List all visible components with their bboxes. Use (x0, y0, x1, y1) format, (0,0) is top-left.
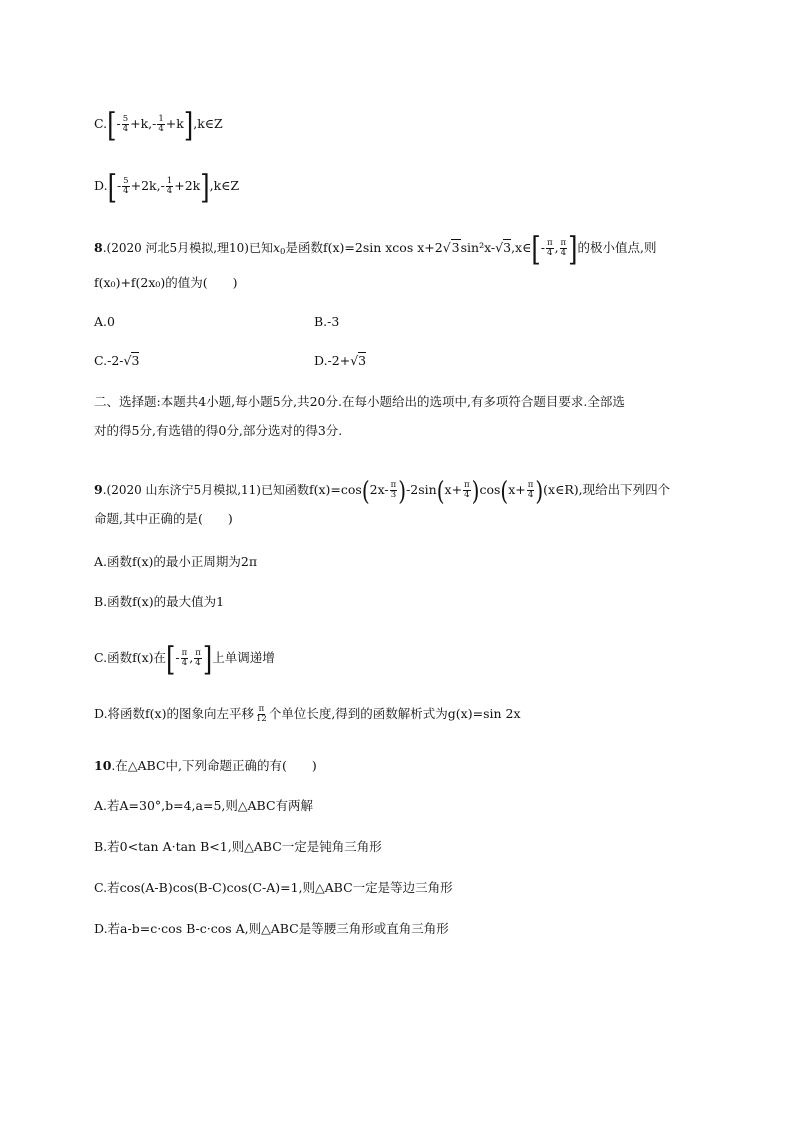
q8-stem-line2: f(x₀)+f(2x₀)的值为( ) (94, 275, 238, 290)
right-paren: ) (471, 474, 480, 507)
q8-option-a: A.0 (94, 314, 115, 329)
q10-option-d: D.若a-b=c·cos B-c·cos A,则△ABC是等腰三角形或直角三角形 (94, 921, 449, 936)
left-bracket: [ (107, 105, 117, 144)
left-bracket: [ (531, 229, 541, 268)
left-paren: ( (500, 474, 509, 507)
q10-stem: 10.在△ABC中,下列命题正确的有( ) (94, 758, 317, 773)
q8-option-c: C.-2-√3 (94, 353, 140, 368)
fraction: $\frac{1}{4}$ (166, 176, 173, 196)
right-bracket: ] (183, 105, 194, 144)
q10-option-c: C.若cos(A-B)cos(B-C)cos(C-A)=1,则△ABC一定是等边三角形 (94, 880, 453, 895)
fraction: $\frac{5}{4}$ (122, 114, 129, 134)
right-bracket: ] (568, 229, 578, 268)
right-bracket: ] (202, 639, 213, 678)
right-bracket: ] (200, 167, 210, 206)
fraction: $\frac{\pi}{4}$ (527, 480, 534, 500)
q7-option-d: D.[- $\frac{5}{4}$ +2k,- $\frac{1}{4}$ +2k],k∈Z (94, 167, 240, 206)
q8-option-b: B.-3 (314, 314, 340, 329)
fraction: $\frac{1}{4}$ (158, 114, 164, 134)
fraction: $\frac{\pi}{12}$ (255, 704, 267, 724)
q9-stem: 9.(2020 山东济宁5月模拟,11)已知函数f(x)=cos(2x- $\frac{\pi}{3}$ )-2sin(x+ $\frac{\pi}{4}$ )cos(x+ $\frac{\pi}{4}$ )(x∈R),现给出下列四个 (94, 474, 671, 507)
q9-option-b: B.函数f(x)的最大值为1 (94, 594, 225, 609)
q9-option-a: A.函数f(x)的最小正周期为2π (94, 554, 258, 569)
q8-options-ab (94, 311, 340, 333)
sqrt: √3 (442, 240, 460, 255)
fraction: $\frac{\pi}{4}$ (181, 648, 188, 668)
left-bracket: [ (166, 639, 176, 678)
right-paren: ) (535, 474, 544, 507)
q9-option-c: C.函数f(x)在[- $\frac{\pi}{4}$ , $\frac{\pi}{4}$ ]上单调递增 (94, 639, 275, 678)
section-header-line1: 二、选择题:本题共4小题,每小题5分,共20分.在每小题给出的选项中,有多项符合题目要求.全部选 (94, 394, 625, 409)
fraction: $\frac{\pi}{4}$ (546, 238, 553, 258)
section-header-line2: 对的得5分,有选错的得0分,部分选对的得3分. (94, 423, 343, 438)
q9-option-d: D.将函数f(x)的图象向左平移 $\frac{\pi}{12}$ 个单位长度,得到的函数解析式为g(x)=sin 2x (94, 704, 521, 724)
fraction: $\frac{\pi}{3}$ (390, 480, 397, 500)
fraction: $\frac{5}{4}$ (123, 176, 129, 196)
q9-stem-line2: 命题,其中正确的是( ) (94, 511, 233, 526)
fraction: $\frac{\pi}{4}$ (464, 480, 470, 500)
fraction: $\frac{\pi}{4}$ (195, 648, 201, 668)
q7-option-c: C.[- $\frac{5}{4}$ +k,- $\frac{1}{4}$ +k],k∈Z (94, 105, 223, 144)
q10-option-b: B.若0<tan A·tan B<1,则△ABC一定是钝角三角形 (94, 839, 382, 854)
left-paren: ( (436, 474, 445, 507)
q8-option-d: D.-2+√3 (314, 353, 367, 368)
right-paren: ) (398, 474, 407, 507)
left-bracket: [ (107, 167, 117, 206)
q8-stem: 8.(2020 河北5月模拟,理10)已知$x_0$是函数f(x)=2sin xcos x+2√3sin²x-√3,x∈[- $\frac{\pi}{4}$ , $\frac{\pi}{4}$ ]的极小值点,则 (94, 229, 657, 268)
q10-option-a: A.若A=30°,b=4,a=5,则△ABC有两解 (94, 798, 314, 813)
left-paren: ( (361, 474, 370, 507)
fraction: $\frac{\pi}{4}$ (560, 238, 567, 258)
q8-options-cd (94, 350, 367, 372)
